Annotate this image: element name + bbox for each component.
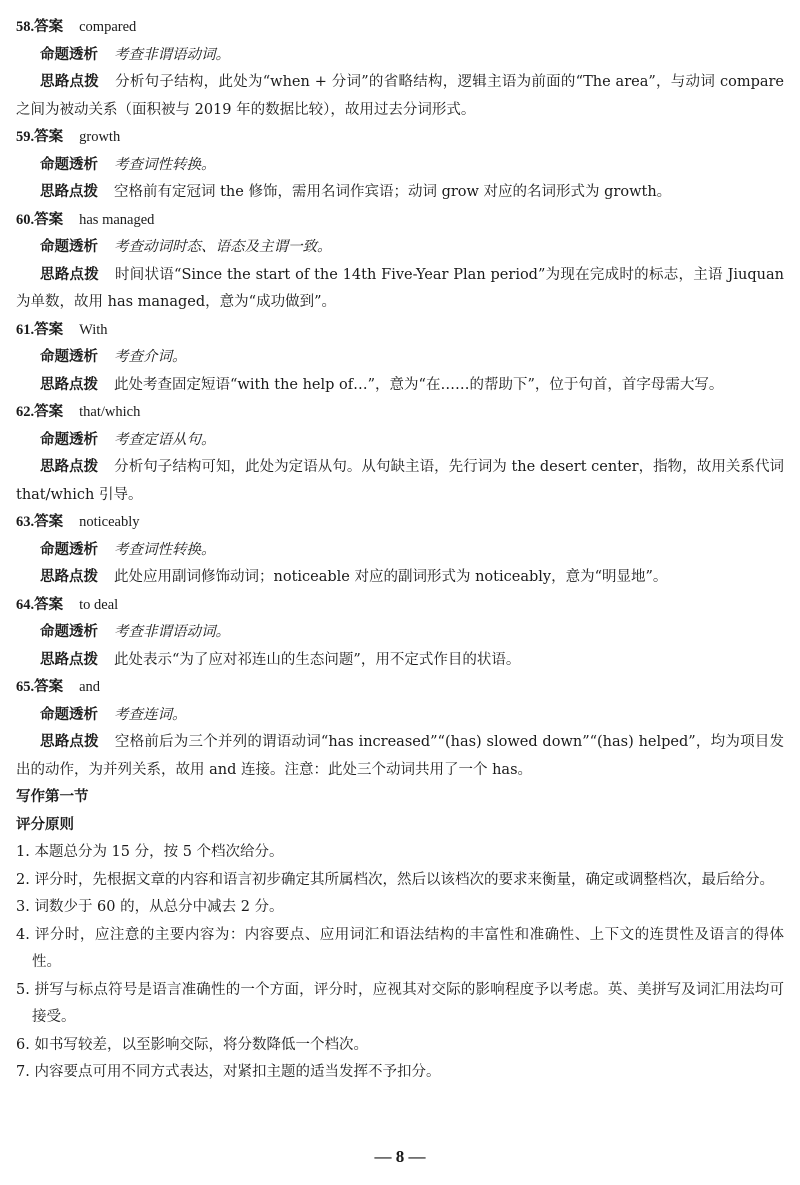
answer-entry bbox=[16, 509, 784, 592]
analysis-line bbox=[16, 427, 784, 455]
analysis-label: 命题透析 bbox=[40, 239, 98, 255]
section-title: 写作第一节 bbox=[16, 789, 89, 805]
answer-text: that/which bbox=[79, 404, 141, 420]
page-number: — 8 — bbox=[374, 1147, 426, 1166]
hint-label: 思路点拨 bbox=[40, 651, 98, 668]
answer-text: and bbox=[79, 679, 101, 695]
question-number: 61. bbox=[16, 321, 35, 338]
hint-text: 此处表示“为了应对祁连山的生态问题”，用不定式作目的状语。 bbox=[114, 651, 521, 668]
analysis-line bbox=[16, 537, 784, 565]
rules-list bbox=[16, 839, 784, 1087]
answer-entry bbox=[16, 317, 784, 400]
rule-item: 2. 评分时，先根据文章的内容和语言初步确定其所属档次，然后以该档次的要求来衡量，确定或调整档次，最后给分。 bbox=[16, 871, 774, 888]
analysis-label: 命题透析 bbox=[40, 706, 98, 723]
answer-text: has managed bbox=[79, 211, 155, 228]
analysis-line bbox=[16, 42, 784, 70]
analysis-label: 命题透析 bbox=[40, 541, 98, 558]
answer-entry bbox=[16, 399, 784, 509]
question-number: 65. bbox=[16, 679, 35, 695]
analysis-label: 命题透析 bbox=[40, 46, 98, 63]
hint-paragraph bbox=[16, 729, 784, 784]
answer-entry bbox=[16, 207, 784, 317]
answer-text: compared bbox=[79, 19, 137, 35]
hint-paragraph bbox=[16, 647, 784, 675]
hint-paragraph bbox=[16, 262, 784, 317]
analysis-line bbox=[16, 702, 784, 730]
question-number: 58. bbox=[16, 19, 35, 35]
answer-entry bbox=[16, 674, 784, 784]
answer-label: 答案 bbox=[34, 19, 64, 35]
analysis-text: 考查介词。 bbox=[114, 349, 187, 365]
hint-paragraph bbox=[16, 69, 784, 124]
answer-line bbox=[16, 509, 784, 537]
question-number: 63. bbox=[16, 514, 35, 530]
analysis-line bbox=[16, 152, 784, 180]
answer-line bbox=[16, 207, 784, 235]
answer-line bbox=[16, 14, 784, 42]
rule-item: 4. 评分时，应注意的主要内容为：内容要点、应用词汇和语法结构的丰富性和准确性、上下文的连贯性及语言的得体性。 bbox=[16, 926, 784, 970]
hint-label: 思路点拨 bbox=[40, 459, 99, 475]
analysis-text: 考查词性转换。 bbox=[114, 156, 216, 173]
hint-paragraph bbox=[16, 454, 784, 509]
analysis-label: 命题透析 bbox=[40, 431, 98, 448]
answer-label: 答案 bbox=[34, 404, 64, 420]
hint-label: 思路点拨 bbox=[40, 266, 100, 283]
answer-text: noticeably bbox=[79, 514, 140, 530]
analysis-text: 考查非谓语动词。 bbox=[114, 624, 230, 640]
analysis-text: 考查连词。 bbox=[114, 706, 187, 723]
answer-text: With bbox=[79, 321, 108, 338]
hint-label: 思路点拨 bbox=[40, 74, 100, 90]
analysis-label: 命题透析 bbox=[40, 349, 98, 365]
answer-line bbox=[16, 674, 784, 702]
answer-label: 答案 bbox=[34, 211, 64, 228]
rule-item: 5. 拼写与标点符号是语言准确性的一个方面，评分时，应视其对交际的影响程度予以考虑。英、美拼写及词汇用法均可接受。 bbox=[16, 981, 784, 1025]
answer-key-page bbox=[16, 14, 784, 1087]
answer-label: 答案 bbox=[34, 596, 64, 613]
answer-label: 答案 bbox=[34, 514, 64, 530]
hint-text: 空格前有定冠词 the 修饰，需用名词作宾语；动词 grow 对应的名词形式为 growth。 bbox=[114, 184, 672, 200]
answer-label: 答案 bbox=[34, 679, 64, 695]
answer-label: 答案 bbox=[34, 129, 64, 145]
question-number: 60. bbox=[16, 211, 35, 228]
answer-entry bbox=[16, 14, 784, 124]
answer-entry bbox=[16, 592, 784, 675]
rule-item: 3. 词数少于 60 的，从总分中减去 2 分。 bbox=[16, 899, 284, 915]
analysis-line bbox=[16, 234, 784, 262]
answer-line bbox=[16, 399, 784, 427]
answer-text: to deal bbox=[79, 596, 119, 613]
answer-list bbox=[16, 14, 784, 784]
analysis-line bbox=[16, 344, 784, 372]
hint-paragraph bbox=[16, 564, 784, 592]
hint-text: 空格前后为三个并列的谓语动词“has increased”“(has) slowed down”“(has) helped”，均为项目发出的动作，为并列关系，故用 and 连接。注意：此处三个动词共用了一个 has。 bbox=[16, 734, 785, 778]
answer-line bbox=[16, 592, 784, 620]
section-subtitle: 评分原则 bbox=[16, 816, 74, 833]
hint-label: 思路点拨 bbox=[40, 376, 98, 393]
hint-text: 此处应用副词修饰动词；noticeable 对应的副词形式为 noticeably，意为“明显地”。 bbox=[114, 569, 668, 585]
question-number: 62. bbox=[16, 404, 35, 420]
answer-label: 答案 bbox=[34, 321, 64, 338]
answer-line bbox=[16, 124, 784, 152]
hint-text: 此处考查固定短语“with the help of…”，意为“在……的帮助下”，位于句首，首字母需大写。 bbox=[114, 376, 724, 393]
hint-label: 思路点拨 bbox=[40, 184, 98, 200]
answer-text: growth bbox=[79, 129, 121, 145]
rule-item: 6. 如书写较差，以至影响交际，将分数降低一个档次。 bbox=[16, 1036, 368, 1053]
analysis-text: 考查词性转换。 bbox=[114, 541, 216, 558]
hint-text: 时间状语“Since the start of the 14th Five-Year Plan period”为现在完成时的标志，主语 Jiuquan 为单数，故用 has managed，意为“成功做到”。 bbox=[16, 266, 784, 310]
hint-paragraph bbox=[16, 179, 784, 207]
analysis-text: 考查非谓语动词。 bbox=[114, 46, 230, 63]
question-number: 59. bbox=[16, 129, 35, 145]
analysis-text: 考查定语从句。 bbox=[114, 431, 216, 448]
answer-entry bbox=[16, 124, 784, 207]
hint-text: 分析句子结构，此处为“when + 分词”的省略结构，逻辑主语为前面的“The area”，与动词 compare 之间为被动关系（面积被与 2019 年的数据比较），故用过去分词形式。 bbox=[16, 74, 785, 118]
hint-label: 思路点拨 bbox=[40, 569, 98, 585]
question-number: 64. bbox=[16, 596, 35, 613]
hint-label: 思路点拨 bbox=[40, 734, 99, 750]
answer-line bbox=[16, 317, 784, 345]
rule-item: 7. 内容要点可用不同方式表达，对紧扣主题的适当发挥不予扣分。 bbox=[16, 1064, 441, 1080]
writing-section bbox=[16, 784, 784, 1087]
analysis-line bbox=[16, 619, 784, 647]
rule-item: 1. 本题总分为 15 分，按 5 个档次给分。 bbox=[16, 844, 284, 860]
analysis-label: 命题透析 bbox=[40, 156, 98, 173]
analysis-label: 命题透析 bbox=[40, 624, 98, 640]
hint-text: 分析句子结构可知，此处为定语从句。从句缺主语，先行词为 the desert center，指物，故用关系代词 that/which 引导。 bbox=[16, 459, 784, 503]
hint-paragraph bbox=[16, 372, 784, 400]
analysis-text: 考查动词时态、语态及主谓一致。 bbox=[114, 239, 332, 255]
